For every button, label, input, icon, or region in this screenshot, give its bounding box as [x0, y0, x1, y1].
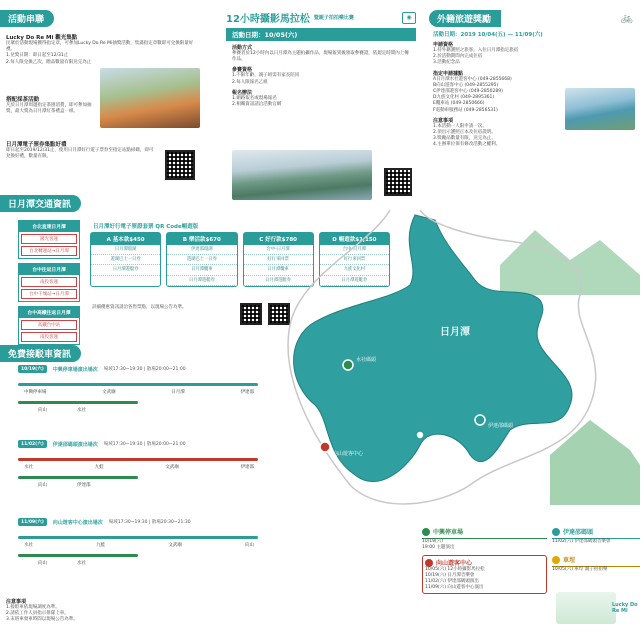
route-3-stop-a2: 九蛙: [96, 543, 106, 548]
pass-c-item-2: 好行來回票: [244, 255, 313, 265]
marathon-award-1: 1.網路報名或現場報名: [232, 95, 277, 101]
route-3-stop-a1: 水社: [24, 543, 33, 548]
pass-c-item-4: 日月潭遊艇券: [244, 276, 313, 286]
pass-c-item-3: 日月潭纜車: [244, 265, 313, 275]
transport-box-3-line-1: 高鐵台中站: [21, 320, 77, 330]
pass-a[interactable]: [90, 232, 161, 287]
map-pin-shuishe: [343, 360, 353, 370]
lake-photo: [232, 150, 372, 200]
route-2-line-a: [18, 458, 258, 461]
travel-shop-b: B向山遊客中心 (049-2855295): [433, 82, 499, 88]
map-label-xuanguang: 玄光寺: [428, 439, 444, 445]
marathon-award-title: 報名辦法: [232, 89, 253, 96]
route-2-line-b: [18, 476, 138, 479]
route-3: [18, 518, 258, 566]
travel-shop-d: D九族文化村 (049-2895361): [433, 95, 495, 101]
pass-b-item-4: 日月潭遊艇券: [167, 276, 236, 286]
route-1-stop-a3: 日月潭: [171, 390, 185, 395]
travel-notice-4: 4.主辦單位保有修改活動之權利。: [433, 142, 501, 148]
venue-tram-row-1: 10/05(六) 車埕 親子拍拍樂: [552, 566, 640, 573]
venue-xiangshan-icon: [425, 559, 433, 567]
route-1-stop-a4: 伊達邵: [240, 390, 254, 395]
activities-title: 活動串聯: [0, 10, 54, 27]
transport-box-2-line-1: 南投客運: [21, 277, 77, 287]
venue-xiangshan-row-4: 11/09(六) 向山遊客中心演出: [425, 585, 484, 590]
shuttle-note-1: 1.接駁車依現場調度為準。: [6, 605, 60, 610]
travel-date: 活動日期：2019 10/04(五) — 11/09(六): [433, 32, 543, 38]
shuttle-section: [0, 345, 81, 362]
venue-tram-icon: [552, 556, 560, 564]
venue-zhongxing-row-2: 19:00 主題演出: [422, 545, 455, 551]
venue-xiangshan: [422, 555, 547, 594]
transport-box-2-line-2: 台中干城站→日月潭: [21, 289, 77, 299]
route-1-stop-a1: 中興停車場: [24, 390, 47, 395]
pass-b-head: B 樂活款$670: [167, 233, 236, 245]
tea-truck-photo: [100, 68, 200, 128]
marathon-date: 活動日期：10/05(六): [226, 28, 416, 41]
venue-ita-icon: [552, 528, 560, 536]
activities-note-2: 2.每人限兌換乙次，贈品數量有限送完為止: [6, 59, 92, 65]
venue-ita-row-1: 11/02(六) 伊達邵碼頭音樂會: [552, 538, 640, 545]
route-1-stop-b2: 水社: [77, 408, 86, 413]
venue-ita-title: 伊達邵碼頭: [563, 529, 594, 536]
route-1-line-b: [18, 401, 138, 404]
route-2-stop-a3: 文武廟: [165, 465, 179, 470]
pass-a-head: A 基本款$450: [91, 233, 160, 245]
map-pin-xiangshan: [320, 442, 330, 452]
travel-shop-e: E纜車站 (049-2850666): [433, 101, 485, 107]
transport-box-3-line-2: 南投客運: [21, 332, 77, 342]
route-2-time: 場域17:30~19:30 | 散場20:00~21:00: [103, 442, 186, 447]
route-1: [18, 365, 258, 413]
venue-ita: [552, 527, 640, 545]
route-3-stop-a4: 向山: [244, 543, 254, 548]
route-1-stop-b1: 向山: [38, 408, 47, 413]
marathon-qr-code[interactable]: [384, 168, 412, 196]
route-1-date: 10/19(六): [18, 365, 47, 373]
marathon-award-2: 2.相關資訊請洽活動官網: [232, 102, 282, 108]
pass-c-head: C 好行款$780: [244, 233, 313, 245]
travel-notice-3: 3.獎勵品數量有限，送完為止。: [433, 136, 496, 142]
map-pin-xuanguang: [416, 431, 424, 439]
resort-photo: [565, 88, 635, 130]
shuttle-note-3: 3.末班車發車時間以現場公告為準。: [6, 617, 78, 623]
route-2-place: 伊達邵碼頭演出場次: [52, 441, 98, 448]
transport-footer: 詳細優惠資訊請洽各售票點，以現場公告為準。: [92, 305, 187, 310]
venue-tram: [552, 555, 640, 573]
travel-req-title: 申請資格: [433, 42, 454, 48]
pass-b-item-3: 日月潭纜車: [167, 265, 236, 275]
route-2: [18, 440, 258, 488]
transport-box-1-head: 台北直達日月潭: [19, 221, 79, 232]
pass-a-item-2: 遊湖巴士一日券: [91, 255, 160, 265]
shuttle-notes: [6, 598, 186, 624]
travel-req-1: 1.持外籍護照之旅客，入住日月潭指定旅宿: [433, 48, 519, 53]
pass-c-item-1: 台中-日月潭: [244, 245, 313, 255]
venue-zhongxing-title: 中興停車場: [433, 529, 464, 536]
travel-shop-c: C伊達邵遊客中心 (049-2850289): [433, 89, 503, 95]
venue-xiangshan-title: 向山遊客中心: [436, 560, 473, 567]
travel-req-2: 2.於活動期間內完成住宿: [433, 54, 483, 60]
pass-a-item-3: 日月潭遊艇券: [91, 265, 160, 275]
venue-xiangshan-row-1: 10/05(六) 12小時攝影馬拉松: [425, 567, 485, 572]
shuttle-notes-title: 注意事項: [6, 599, 27, 605]
venue-xiangshan-row-3: 11/02(六) 伊達邵碼頭演出: [425, 579, 479, 584]
route-1-line-a: [18, 383, 258, 386]
transport-box-1-line-2: 台北轉運站→日月潭: [21, 246, 77, 256]
travel-shops-title: 指定申請據點: [433, 70, 464, 77]
route-2-stop-b2: 伊達邵: [77, 483, 91, 488]
route-3-stop-b2: 水社: [77, 561, 86, 566]
tea-text: 凡於日月潭周邊指定茶園消費，即可參加抽獎，最大獎為日月潭紅茶禮盒一組。: [6, 103, 92, 115]
activities-heading: Lucky Do Re Mi 觀光集點: [6, 35, 78, 41]
marathon-intro: 參賽者於12小時內以日月潭為主題拍攝作品，現場報到後領取參賽證，依規定時間內上傳作品。: [232, 51, 409, 63]
mountain-shape-1: [500, 230, 640, 295]
pass-d-item-1: 台中-日月潭: [320, 245, 389, 255]
activities-note-1: 1.兌獎日期：即日起至12/31止: [6, 53, 69, 59]
pass-d-item-3: 九族文化村: [320, 265, 389, 275]
tickets-block: [6, 140, 156, 160]
activities-section: [0, 10, 205, 66]
travel-shop-a: A日月潭水社遊客中心 (049-2855668): [433, 76, 512, 82]
map-label-shuishe: 水社碼頭: [356, 357, 377, 363]
tea-title: 搭配採茶活動: [6, 97, 40, 103]
mascot-illustration: [556, 592, 616, 624]
marathon-subtitle: 暨親子拍拍樂比賽: [313, 15, 354, 21]
camera-icon: ◉: [402, 12, 416, 24]
route-3-date: 11/09(六): [18, 518, 47, 526]
pass-d-head: D 暢遊款$1,150: [320, 233, 389, 245]
route-2-stop-a1: 水社: [24, 465, 33, 470]
transport-left-boxes: [18, 220, 80, 345]
route-2-stop-a2: 九蛙: [94, 465, 104, 470]
tickets-title: 日月潭電子票券集點好禮: [6, 142, 67, 148]
transport-box-3-head: 台中高鐵往返日月潭: [19, 307, 79, 318]
venue-zhongxing-row-1: 10/19(六): [422, 539, 443, 544]
tickets-qr-code[interactable]: [165, 150, 195, 180]
route-3-stop-a3: 文武廟: [168, 543, 182, 548]
route-3-line-b: [18, 554, 138, 557]
route-3-time: 場域17:30~19:30 | 散場20:30~21:30: [108, 520, 191, 525]
route-1-place: 中興停車場演出場次: [52, 366, 98, 373]
transport-section: [0, 195, 81, 212]
pass-b-item-1: 伊達邵環湖: [167, 245, 236, 255]
map-lake-label: 日月潭: [440, 327, 470, 338]
pass-d-item-2: 好行來回票: [320, 255, 389, 265]
qr-pass-title: 日月潭好行電子票證套票 QR Code暢遊版: [93, 224, 199, 230]
marathon-section: [226, 10, 416, 111]
map-label-ita-thao: 伊達邵碼頭: [488, 423, 514, 429]
marathon-rule-title: 參賽資格: [232, 67, 253, 74]
travel-notice-title: 注意事項: [433, 117, 454, 124]
route-3-stop-b1: 向山: [38, 561, 47, 566]
transport-title: 日月潭交通資訊: [0, 195, 81, 212]
marathon-title: 12小時攝影馬拉松: [226, 14, 310, 25]
activities-intro: 民眾於活動現場獲得指定章，可參加Lucky Do Re Mi抽獎活動，集滿指定章數即可兌換限量好禮。: [6, 41, 194, 53]
pass-b[interactable]: [166, 232, 237, 287]
route-1-time: 場域17:30~19:30 | 散場20:00~21:00: [103, 367, 186, 372]
route-3-line-a: [18, 536, 258, 539]
bicycle-icon: 🚲: [620, 13, 634, 24]
route-2-stop-b1: 向山: [38, 483, 47, 488]
mountain-shape-2: [550, 420, 640, 505]
pass-a-item-1: 日月潭環湖: [91, 245, 160, 255]
route-2-stop-a4: 伊達邵: [240, 465, 254, 470]
route-3-place: 向山遊客中心演出場次: [52, 519, 103, 526]
route-2-date: 11/02(六): [18, 440, 47, 448]
marathon-intro-title: 活動方式: [232, 45, 253, 51]
tickets-text: 即日起至2019/12/31止，使用日月潭好行電子票券至指定站點掃碼，即可兌換好禮，數量有限。: [6, 148, 154, 160]
travel-req-3: 3.活動紀念品: [433, 60, 460, 66]
pass-b-item-2: 遊湖巴士一日券: [167, 255, 236, 265]
shuttle-note-2: 2.請依工作人員指示排隊上車。: [6, 611, 69, 617]
marathon-rule-2: 2.每人限報名乙組: [232, 79, 268, 85]
tea-block: [6, 95, 98, 115]
venue-tram-title: 車埕: [563, 557, 576, 564]
footer-logo-text: Lucky Do Re Mi: [612, 602, 638, 614]
pass-d-item-4: 日月潭遊艇券: [320, 276, 389, 286]
marathon-rule-1: 1.不限年齡，親子組需有家長陪同: [232, 73, 300, 79]
map-pin-ita-thao: [475, 415, 485, 425]
travel-title: 外籍旅遊獎勵: [429, 10, 501, 27]
map-label-xiangshan: 向山遊客中心: [333, 451, 364, 457]
transport-box-1-line-1: 國光客運: [21, 234, 77, 244]
lake-map: [270, 205, 640, 535]
travel-shop-f: F電動車服務站 (049-2856531): [433, 107, 498, 113]
travel-notice-2: 2.須出示護照正本及住宿證明。: [433, 130, 496, 136]
travel-notice-1: 1.本活動一人限申請一次。: [433, 123, 487, 129]
pass-qr-1[interactable]: [240, 303, 262, 325]
venue-zhongxing: [422, 527, 547, 551]
venue-xiangshan-row-2: 10/19(六) 日月潭音樂會: [425, 573, 475, 578]
transport-box-2-head: 台中往返日月潭: [19, 264, 79, 275]
shuttle-title: 免費接駁車資訊: [0, 345, 81, 362]
venue-zhongxing-icon: [422, 528, 430, 536]
route-1-stop-a2: 文武廟: [102, 390, 116, 395]
